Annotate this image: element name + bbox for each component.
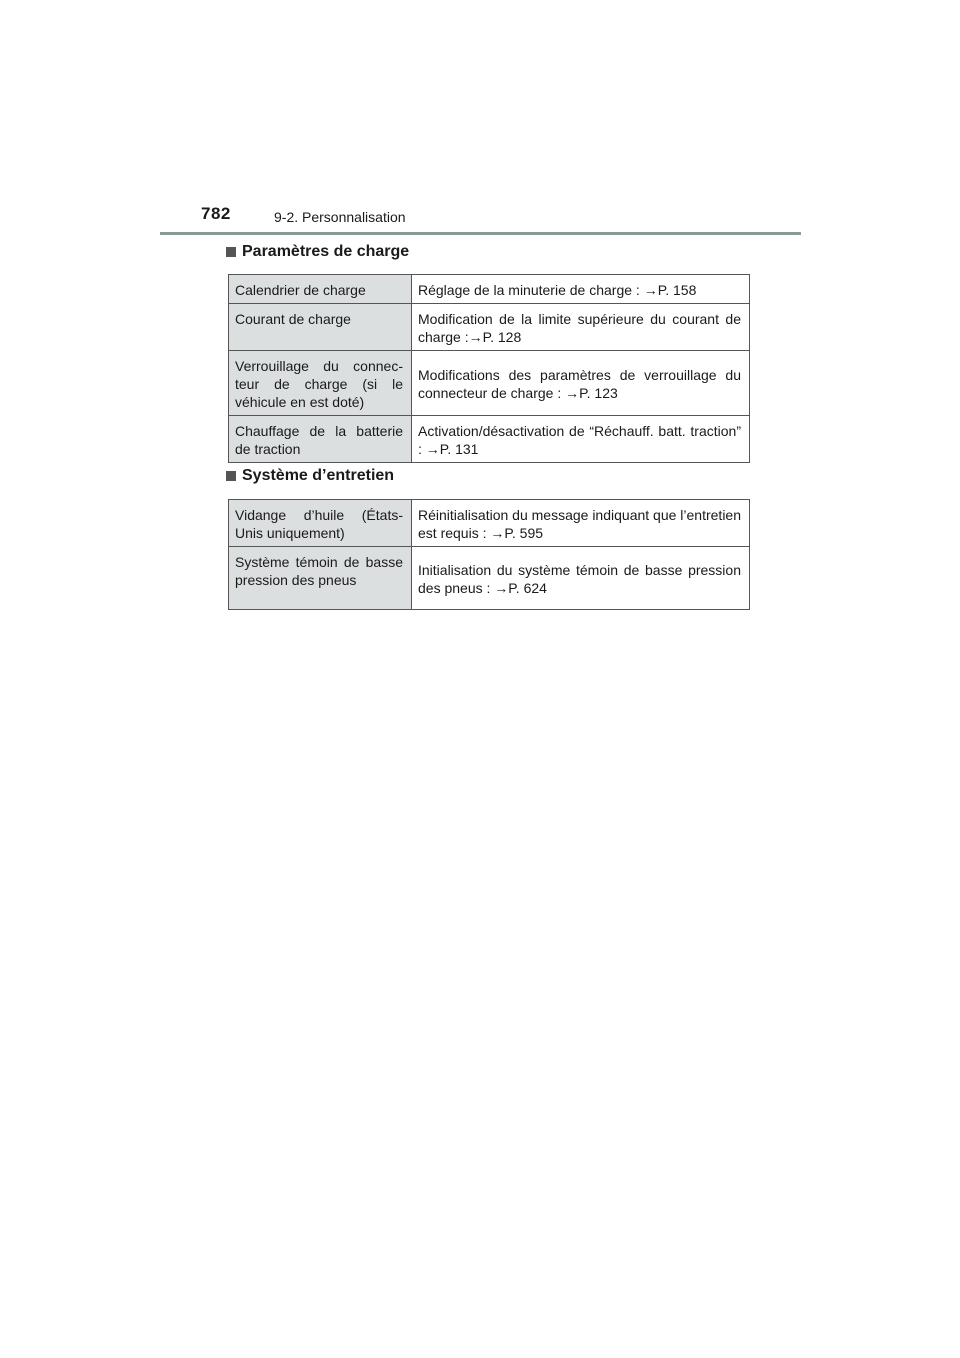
section-title-maintenance [226,467,394,485]
chapter-title: 9-2. Personnalisation [274,209,406,225]
setting-label: Courant de charge [229,304,412,351]
header-rule [160,232,801,235]
setting-label: Verrouillage du connec-teur de charge (si le véhicule en est doté) [229,351,412,416]
setting-value: Activation/désactivation de “Réchauff. batt. traction” : →P. 131 [412,416,750,463]
section-title-text: Paramètres de charge [242,243,410,260]
section-title-charge [226,243,409,261]
square-bullet-icon [226,247,236,257]
setting-label: Calendrier de charge [229,275,412,304]
table-row [229,500,750,547]
charge-settings-table [228,274,750,463]
table-row [229,275,750,304]
table-row [229,304,750,351]
section-title-text: Système d’entretien [242,467,395,484]
setting-value: Réinitialisation du message indiquant que l’entretien est requis : →P. 595 [412,500,750,547]
setting-value: Initialisation du système témoin de basse pression des pneus : →P. 624 [412,547,750,610]
page-number: 782 [201,204,231,223]
setting-label: Vidange d’huile (États-Unis uniquement) [229,500,412,547]
table-row [229,351,750,416]
table-row [229,416,750,463]
setting-value: Modifications des paramètres de verrouillage du connecteur de charge : →P. 123 [412,351,750,416]
square-bullet-icon [226,471,236,481]
setting-label: Chauffage de la batterie de traction [229,416,412,463]
maintenance-settings-table [228,499,750,610]
table-row [229,547,750,610]
setting-label: Système témoin de basse pression des pneus [229,547,412,610]
setting-value: Modification de la limite supérieure du courant de charge :→P. 128 [412,304,750,351]
setting-value: Réglage de la minuterie de charge : →P. 158 [412,275,750,304]
